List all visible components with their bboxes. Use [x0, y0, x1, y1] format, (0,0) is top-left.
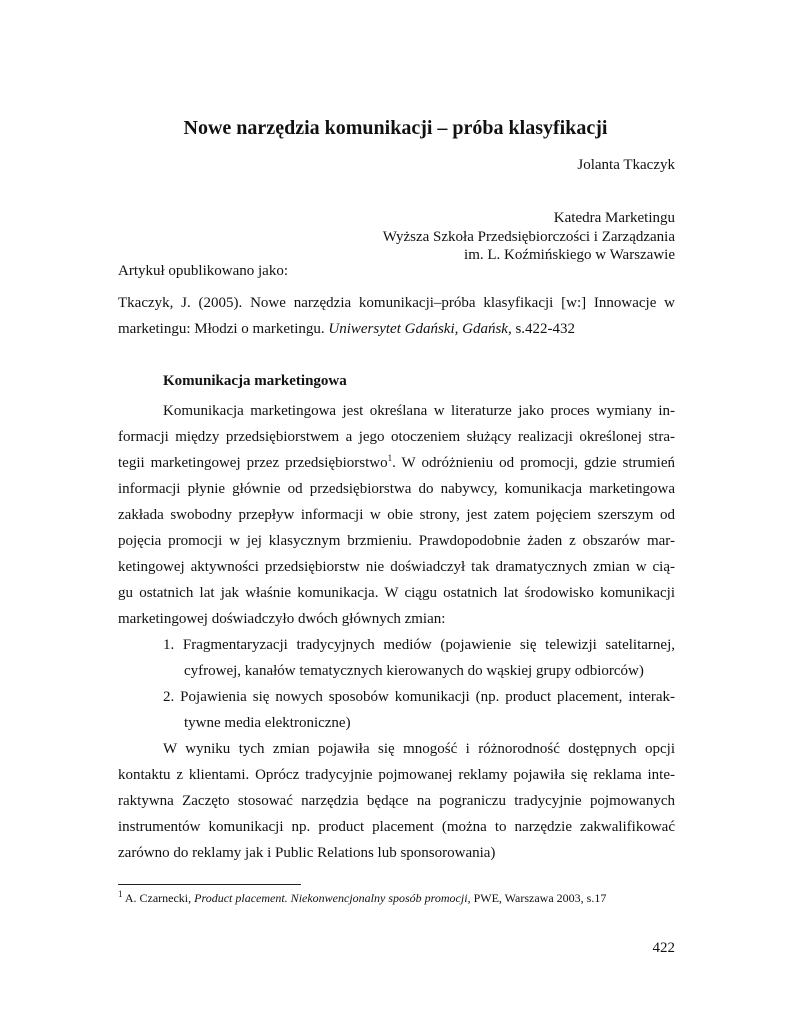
citation [118, 289, 675, 341]
footnote-divider [118, 884, 301, 885]
citation-line: Tkaczyk, J. (2005). Nowe narzędzia komunikacji–próba klasyfikacji [w:] Innowacje w [118, 295, 675, 311]
article-title: Nowe narzędzia komunikacji – próba klasyfikacji [183, 117, 608, 139]
affiliation-line: Katedra Marketingu [553, 210, 675, 226]
paragraph-line: gu ostatnich lat jak właśnie komunikacja. W ciągu ostatnich lat środowisko komunikacji [118, 585, 675, 601]
paragraph-line: formacji między przedsiębiorstwem a jego otoczeniem służący realizacji określonej stra- [118, 429, 675, 445]
citation-publisher: Uniwersytet Gdański, Gdańsk [328, 321, 508, 337]
paragraph-line: W wyniku tych zmian pojawiła się mnogość i różnorodność dostępnych opcji [163, 741, 675, 757]
paragraph-line: Komunikacja marketingowa jest określana w literaturze jako proces wymiany in- [163, 403, 675, 419]
paragraph-text: . W odróżnieniu od promocji, gdzie strumień [392, 455, 675, 471]
author-affiliation [383, 209, 675, 265]
paragraph-line: marketingowej doświadczyło dwóch głównych zmian: [118, 611, 446, 627]
citation-text: marketingu: Młodzi o marketingu. [118, 321, 325, 337]
citation-line [118, 315, 675, 341]
author-name: Jolanta Tkaczyk [577, 157, 675, 173]
section-heading: Komunikacja marketingowa [163, 373, 347, 389]
paragraph-line: instrumentów komunikacji np. product placement (można to narzędzie zakwalifikować [118, 819, 675, 835]
list-item: 2. Pojawienia się nowych sposobów komunikacji (np. product placement, interak- [163, 689, 675, 705]
footnote-reference: 1 [387, 453, 393, 463]
article-body [118, 398, 675, 866]
paragraph-line: zarówno do reklamy jak i Public Relations lub sponsorowania) [118, 845, 496, 861]
footnote-number: 1 [118, 889, 123, 899]
list-item: 1. Fragmentaryzacji tradycyjnych mediów (pojawienie się telewizji satelitarnej, [163, 637, 675, 653]
list-item-continuation: tywne media elektroniczne) [184, 715, 351, 731]
publication-note: Artykuł opublikowano jako: [118, 263, 288, 279]
affiliation-line: im. L. Koźmińskiego w Warszawie [464, 247, 675, 263]
affiliation-line: Wyższa Szkoła Przedsiębiorczości i Zarządzania [382, 228, 675, 245]
paragraph-line: zakłada swobodny przepływ informacji w obie strony, jest zatem pojęciem szerszym od [118, 507, 675, 523]
paragraph-line: pojęcia promocji w jej klasycznym brzmieniu. Prawdopodobnie żaden z obszarów mar- [118, 533, 675, 549]
footnote [118, 891, 606, 906]
paragraph-line: kontaktu z klientami. Oprócz tradycyjnie pojmowanej reklamy pojawiła się reklama inte- [118, 767, 675, 783]
paragraph-line: informacji płynie głównie od przedsiębiorstwa do nabywcy, komunikacja marketingowa [118, 481, 675, 497]
footnote-title: Product placement. Niekonwencjonalny sposób promocji [194, 891, 468, 905]
paragraph-text: tegii marketingowej przez przedsiębiorstwo [118, 455, 388, 471]
footnote-source: , PWE, Warszawa 2003, s.17 [467, 891, 607, 905]
citation-pages: , s.422-432 [507, 321, 576, 337]
paragraph-line: ketingowej aktywności przedsiębiorstw nie doświadczył tak dramatycznych zmian w cią- [118, 559, 675, 575]
page-number: 422 [652, 940, 675, 956]
list-item-continuation: cyfrowej, kanałów tematycznych kierowanych do wąskiej grupy odbiorców) [184, 663, 644, 679]
footnote-text: A. Czarnecki, [122, 891, 195, 905]
paragraph-line: raktywna Zaczęto stosować narzędzia będące na pograniczu tradycyjnie pojmowanych [118, 793, 675, 809]
paragraph-line [118, 450, 675, 476]
